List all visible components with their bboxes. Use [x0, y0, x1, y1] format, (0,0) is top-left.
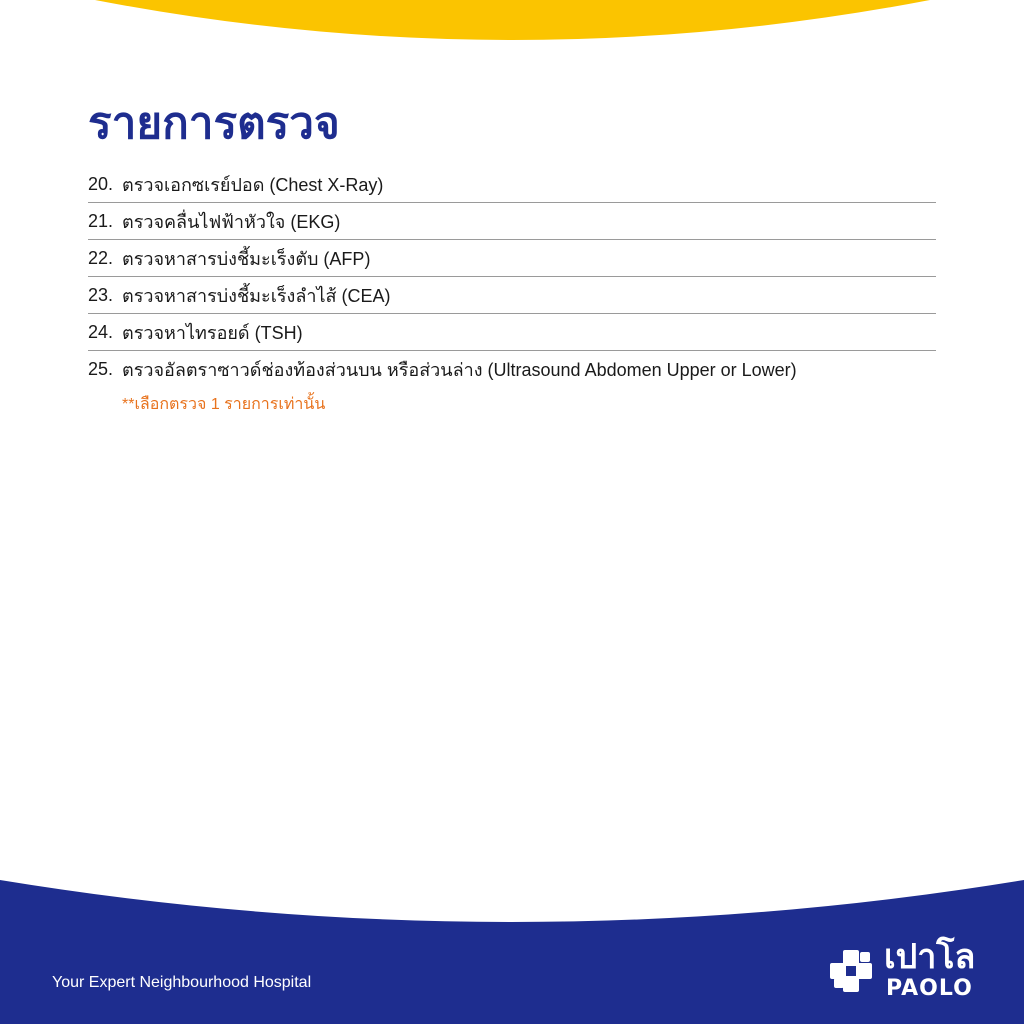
list-item: [88, 351, 936, 388]
paolo-logo: [826, 937, 986, 1004]
item-number: 24.: [88, 321, 114, 342]
item-text: ตรวจหาสารบ่งชี้มะเร็งลำไส้ (CEA): [122, 285, 391, 306]
item-number: 22.: [88, 247, 114, 268]
item-text: ตรวจหาสารบ่งชี้มะเร็งตับ (AFP): [122, 248, 371, 269]
footer-tagline: Your Expert Neighbourhood Hospital: [52, 974, 312, 991]
page-title: รายการตรวจ: [88, 98, 340, 149]
item-text: ตรวจหาไทรอยด์ (TSH): [122, 322, 303, 343]
exam-list: [88, 166, 936, 388]
selection-note: **เลือกตรวจ 1 รายการเท่านั้น: [122, 396, 326, 413]
item-number: 23.: [88, 284, 114, 305]
list-item: [88, 240, 936, 277]
item-text: ตรวจเอกซเรย์ปอด (Chest X-Ray): [122, 174, 384, 195]
logo-english-text: PAOLO: [886, 976, 973, 1001]
item-number: 25.: [88, 359, 114, 379]
item-number: 20.: [88, 173, 114, 194]
item-number: 21.: [88, 210, 114, 231]
logo-thai-text: เปาโล: [884, 937, 976, 977]
top-yellow-arc: [0, 0, 1024, 60]
item-text: ตรวจอัลตราซาวด์ช่องท้องส่วนบน หรือส่วนล่าง (Ultrasound Abdomen Upper or Lower): [122, 360, 797, 380]
list-item: [88, 314, 936, 351]
item-text: ตรวจคลื่นไฟฟ้าหัวใจ (EKG): [122, 211, 341, 232]
list-item: [88, 166, 936, 203]
list-item: [88, 277, 936, 314]
medical-cross-icon: [826, 946, 878, 998]
list-item: [88, 203, 936, 240]
